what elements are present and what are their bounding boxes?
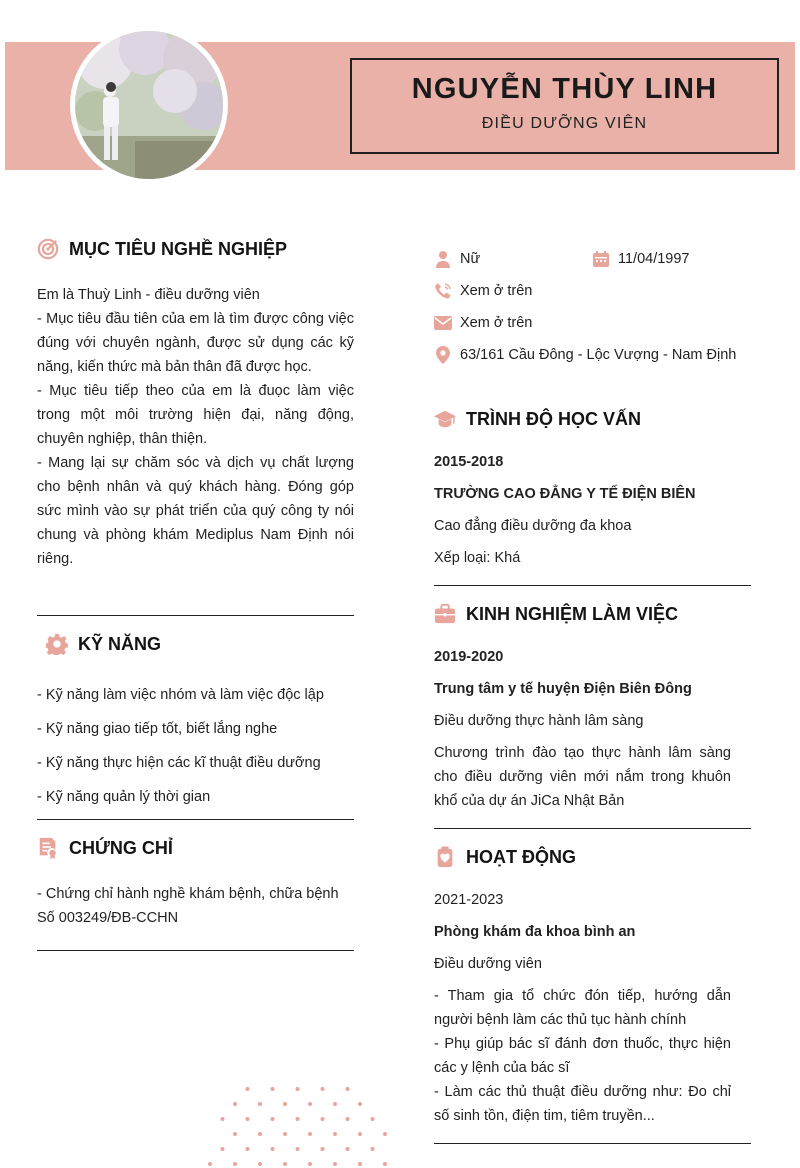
- skills-heading: [46, 633, 161, 655]
- briefcase-icon: [434, 603, 456, 625]
- target-icon: [37, 238, 59, 260]
- divider: [434, 828, 751, 829]
- decorative-dot: [283, 1162, 287, 1166]
- decorative-dot: [283, 1132, 287, 1136]
- decorative-dot: [221, 1147, 225, 1151]
- candidate-title: ĐIỀU DƯỠNG VIÊN: [481, 115, 648, 132]
- phone-value: Xem ở trên: [460, 283, 533, 299]
- education-grade: Xếp loại: Khá: [434, 550, 521, 566]
- decorative-dot: [208, 1162, 212, 1166]
- decorative-dot: [246, 1087, 250, 1091]
- objective-line: - Mục tiêu tiếp theo của em là đuọc làm việc trong một môi trường hiện đại, năng động, chuyên nghiệp, thân thiện.: [37, 383, 354, 447]
- divider: [434, 585, 751, 586]
- divider: [434, 1143, 751, 1144]
- address-row: [434, 346, 736, 364]
- heart-badge-icon: [434, 846, 456, 868]
- skills-heading-label: KỸ NĂNG: [78, 633, 162, 654]
- experience-period: 2019-2020: [434, 649, 504, 665]
- decorative-dot: [308, 1132, 312, 1136]
- address-value: 63/161 Cầu Đông - Lộc Vượng - Nam Định: [460, 347, 737, 363]
- decorative-dot: [258, 1132, 262, 1136]
- experience-heading-label: KINH NGHIỆM LÀM VIỆC: [466, 603, 679, 624]
- objective-heading-label: MỤC TIÊU NGHỀ NGHIỆP: [69, 238, 288, 259]
- education-school: TRƯỜNG CAO ĐẲNG Y TẾ ĐIỆN BIÊN: [434, 486, 696, 502]
- skills-list: [37, 678, 354, 814]
- activities-org: Phòng khám đa khoa bình an: [434, 924, 636, 940]
- education-heading: [434, 408, 641, 430]
- decorative-dot: [333, 1162, 337, 1166]
- gear-icon: [46, 633, 68, 655]
- divider: [37, 819, 354, 820]
- email-value: Xem ở trên: [460, 315, 533, 331]
- activities-heading: [434, 846, 576, 868]
- calendar-icon: [592, 250, 610, 268]
- decorative-dot: [321, 1117, 325, 1121]
- decorative-dot: [283, 1102, 287, 1106]
- decorative-dot: [333, 1102, 337, 1106]
- gender-row: [434, 250, 480, 268]
- activities-heading-label: HOẠT ĐỘNG: [466, 846, 576, 867]
- phone-icon: [434, 282, 452, 300]
- objective-line: - Mang lại sự chăm sóc và dịch vụ chất lượng cho bệnh nhân và quý khách hàng. Đóng góp sức mình vào sự phát triển của quý công ty nói chung và phòng khám Mediplus Nam Định nói riêng.: [37, 455, 354, 567]
- decorative-dot: [233, 1102, 237, 1106]
- person-icon: [434, 250, 452, 268]
- decorative-dot: [296, 1087, 300, 1091]
- decorative-dot: [271, 1117, 275, 1121]
- decorative-dot: [246, 1147, 250, 1151]
- education-heading-label: TRÌNH ĐỘ HỌC VẤN: [466, 408, 641, 429]
- experience-heading: [434, 603, 678, 625]
- certificates-heading: [37, 837, 173, 859]
- education-major: Cao đẳng điều dưỡng đa khoa: [434, 518, 632, 534]
- dob-row: [592, 250, 690, 268]
- objective-text: [37, 283, 354, 571]
- gender-value: Nữ: [460, 251, 481, 267]
- decorative-dot: [221, 1117, 225, 1121]
- decorative-dot: [346, 1147, 350, 1151]
- email-row: [434, 314, 532, 332]
- decorative-dot: [321, 1147, 325, 1151]
- decorative-dot: [383, 1132, 387, 1136]
- experience-position: Điều dưỡng thực hành lâm sàng: [434, 713, 644, 729]
- decorative-dot: [233, 1132, 237, 1136]
- decorative-dot: [346, 1117, 350, 1121]
- decorative-dot: [308, 1102, 312, 1106]
- decorative-dot: [246, 1117, 250, 1121]
- decorative-dot: [296, 1147, 300, 1151]
- activities-period: 2021-2023: [434, 892, 504, 908]
- list-item: - Kỹ năng giao tiếp tốt, biết lắng nghe: [37, 721, 278, 737]
- certificates-heading-label: CHỨNG CHỈ: [69, 837, 173, 858]
- decorative-dot: [271, 1147, 275, 1151]
- certificate-icon: [37, 837, 59, 859]
- objective-line: Em là Thuỳ Linh - điều dưỡng viên: [37, 287, 260, 303]
- experience-org: Trung tâm y tế huyện Điện Biên Đông: [434, 681, 692, 697]
- decorative-dot: [383, 1162, 387, 1166]
- decorative-dot: [358, 1102, 362, 1106]
- objective-heading: [37, 238, 287, 260]
- mail-icon: [434, 314, 452, 332]
- decorative-dot: [296, 1117, 300, 1121]
- profile-photo: [70, 26, 228, 184]
- decorative-dot: [333, 1132, 337, 1136]
- decorative-dot: [258, 1162, 262, 1166]
- decorative-dot: [371, 1117, 375, 1121]
- list-item: - Kỹ năng thực hiện các kĩ thuật điều dưỡng: [37, 755, 321, 771]
- decorative-dot: [271, 1087, 275, 1091]
- decorative-dot: [308, 1162, 312, 1166]
- objective-line: - Mục tiêu đầu tiên của em là tìm được công việc đúng với chuyên ngành, được sử dụng các kỹ năng, kiến thức mà bản thân đã được học.: [37, 311, 354, 375]
- experience-desc: Chương trình đào tạo thực hành lâm sàng cho điều dưỡng viên mới nắm trong khuôn khổ của dự án JiCa Nhật Bản: [434, 745, 731, 809]
- decorative-dot: [233, 1162, 237, 1166]
- decorative-dot: [358, 1162, 362, 1166]
- decorative-dot: [371, 1147, 375, 1151]
- decorative-dot: [258, 1102, 262, 1106]
- graduation-cap-icon: [434, 408, 456, 430]
- phone-row: [434, 282, 532, 300]
- dob-value: 11/04/1997: [618, 251, 690, 267]
- divider: [37, 615, 354, 616]
- name-box: [350, 58, 779, 154]
- location-pin-icon: [434, 346, 452, 364]
- activities-desc: - Tham gia tổ chức đón tiếp, hướng dẫn người bệnh làm các thủ tục hành chính - Phụ giúp bác sĩ đánh đơn thuốc, thực hiện các y lệnh của bác sĩ - Làm các thủ thuật điều dưỡng như: Đo chỉ số sinh tồn, điện tim, tiêm truyền...: [434, 988, 731, 1124]
- candidate-name: NGUYỄN THÙY LINH: [411, 73, 718, 105]
- education-period: 2015-2018: [434, 454, 504, 470]
- activities-position: Điều dưỡng viên: [434, 956, 542, 972]
- decorative-dot-pattern: [205, 1085, 395, 1168]
- decorative-dot: [358, 1132, 362, 1136]
- divider: [37, 950, 354, 951]
- list-item: - Kỹ năng quản lý thời gian: [37, 789, 211, 805]
- certificates-text: - Chứng chỉ hành nghề khám bệnh, chữa bệnh Số 003249/ĐB-CCHN: [37, 886, 339, 926]
- decorative-dot: [321, 1087, 325, 1091]
- profile-photo-image: [75, 31, 223, 179]
- decorative-dot: [346, 1087, 350, 1091]
- list-item: - Kỹ năng làm việc nhóm và làm việc độc lập: [37, 687, 324, 703]
